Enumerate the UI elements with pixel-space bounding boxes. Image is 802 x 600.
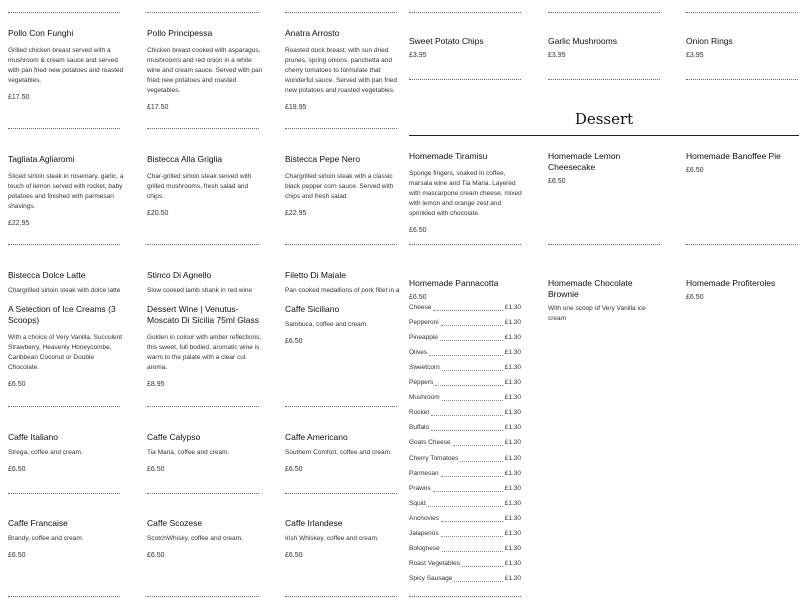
dot-leader [454, 575, 502, 582]
item-price: £6.50 [285, 338, 303, 345]
divider [8, 244, 120, 245]
menu-item [686, 278, 802, 301]
menu-item [147, 154, 263, 217]
topping-row [409, 527, 521, 541]
item-description: Golden in colour with amber reflections, this sweet, full bodied, aromatic wine is warm to the palate with a clear cut aroma. [147, 334, 262, 371]
dot-leader [433, 304, 502, 311]
item-name: Caffe Siciliano [285, 304, 340, 314]
item-price: £8.95 [147, 381, 165, 388]
topping-row [409, 360, 521, 374]
dot-leader [441, 470, 503, 477]
topping-price: £1.30 [504, 348, 521, 356]
dot-leader [428, 500, 503, 507]
topping-row [409, 345, 521, 359]
item-name: Caffe Italiano [8, 432, 58, 442]
item-name: Caffe Calypso [147, 432, 201, 442]
item-description: With one scoop of Very Vanilla ice cream [548, 305, 646, 322]
topping-price: £1.30 [504, 409, 521, 417]
divider [409, 135, 799, 136]
topping-name: Anchovies [409, 514, 439, 522]
item-price: £6.50 [285, 552, 303, 559]
divider [147, 406, 259, 407]
menu-item [686, 36, 802, 59]
topping-price: £1.30 [504, 545, 521, 553]
item-price: £3.95 [409, 52, 427, 59]
topping-row [409, 451, 521, 465]
item-name: Bistecca Alla Griglia [147, 154, 223, 164]
dot-leader [431, 409, 502, 416]
item-description: Pan cooked medallions of pork fillet in a [285, 287, 400, 294]
divider [285, 244, 397, 245]
item-name: Caffe Scozese [147, 518, 203, 528]
item-name: Pollo Con Funghi [8, 28, 74, 38]
item-name: Homemade Lemon Cheesecake [548, 151, 621, 172]
topping-price: £1.30 [504, 560, 521, 568]
dot-leader [429, 349, 503, 356]
divider [147, 12, 259, 13]
menu-item [8, 518, 124, 559]
topping-row [409, 300, 521, 314]
topping-price: £1.30 [504, 484, 521, 492]
item-name: Tagliata Agliaromi [8, 154, 75, 164]
divider [147, 244, 259, 245]
topping-price: £1.30 [504, 318, 521, 326]
dot-leader [460, 455, 502, 462]
topping-row [409, 376, 521, 390]
dot-leader [453, 439, 503, 446]
topping-row [409, 391, 521, 405]
topping-row [409, 557, 521, 571]
divider [8, 406, 120, 407]
menu-item [147, 304, 263, 388]
dot-leader [440, 334, 503, 341]
item-name: Caffe Irlandese [285, 518, 343, 528]
item-description: Strega, coffee and cream. [8, 449, 83, 456]
menu-item [285, 304, 401, 345]
item-description: ScotchWhisky, coffee and cream. [147, 535, 243, 542]
item-name: Stinco Di Agnello [147, 270, 212, 280]
menu-item [147, 518, 263, 559]
topping-name: Pineapple [409, 333, 438, 341]
dot-leader [431, 424, 503, 431]
item-name: Sweet Potato Chips [409, 36, 484, 46]
topping-name: Squid [409, 499, 426, 507]
item-name: Bistecca Dolce Latte [8, 270, 86, 280]
topping-name: Goats Cheese [409, 439, 451, 447]
menu-item [686, 151, 802, 174]
item-price: £6.50 [147, 466, 165, 473]
topping-name: Buffalo [409, 424, 430, 432]
topping-price: £1.30 [504, 333, 521, 341]
item-price: £17.50 [147, 104, 169, 111]
topping-row [409, 466, 521, 480]
divider [409, 79, 521, 80]
item-price: £6.50 [686, 294, 704, 301]
divider [686, 244, 798, 245]
topping-row [409, 406, 521, 420]
topping-price: £1.30 [504, 424, 521, 432]
topping-name: Prawns [409, 484, 431, 492]
item-price: £6.50 [147, 552, 165, 559]
divider [409, 596, 521, 597]
item-name: Homemade Banoffee Pie [686, 151, 781, 161]
divider [147, 128, 259, 129]
item-name: Bistecca Pepe Nero [285, 154, 361, 164]
divider [8, 12, 120, 13]
topping-name: Pepperoni [409, 318, 439, 326]
topping-name: Cherry Tomatoes [409, 454, 459, 462]
item-name: Anatra Arrosto [285, 28, 340, 38]
item-name: Pollo Principessa [147, 28, 213, 38]
menu-item [285, 154, 401, 217]
menu-item [8, 154, 124, 227]
menu-item [285, 432, 401, 473]
topping-price: £1.30 [504, 469, 521, 477]
divider [409, 244, 521, 245]
topping-name: Bolognese [409, 545, 440, 553]
item-description: Southern Comfort, coffee and cream. [285, 449, 392, 456]
divider [147, 493, 259, 494]
item-name: Dessert Wine | Venutus-Moscato Di Sicilia 75ml Glass [147, 304, 259, 325]
menu-item [8, 270, 124, 295]
item-price: £20.50 [147, 210, 169, 217]
menu-item [8, 432, 124, 473]
topping-price: £1.30 [504, 575, 521, 583]
topping-row [409, 421, 521, 435]
topping-price: £1.30 [504, 530, 521, 537]
item-description: Roasted duck breast, with sun dried prunes, spring onions, panchetta and cherry tomatoes to formulate that wonderful sauce. Served with pan fried new potatoes and roasted vegetables. [285, 47, 398, 94]
menu-item [548, 278, 664, 322]
topping-name: Roast Vegetables [409, 560, 460, 568]
item-description: Grilled chicken breast served with a mushroom & cream sauce and served with pan fried new potatoes and roasted vegetables. [8, 47, 124, 84]
item-price: £22.95 [8, 220, 30, 227]
divider [285, 596, 397, 597]
divider [285, 12, 397, 13]
item-name: Homemade Pannacotta [409, 278, 499, 288]
topping-row [409, 542, 521, 556]
dot-leader [442, 394, 503, 401]
divider [8, 596, 120, 597]
item-price: £6.50 [409, 227, 427, 234]
menu-item [285, 28, 401, 111]
topping-price: £1.30 [504, 454, 521, 462]
item-price: £22.95 [285, 210, 307, 217]
item-price: £3.95 [686, 52, 704, 59]
divider [8, 128, 120, 129]
item-description: Chargrilled sirloin steak with dolce latte [8, 287, 121, 294]
menu-item [409, 278, 525, 301]
item-price: £6.50 [285, 466, 303, 473]
menu-item [285, 270, 401, 295]
item-description: Slow cooked lamb shank in red wine [147, 287, 253, 294]
topping-row [409, 315, 521, 329]
item-price: £6.50 [8, 466, 26, 473]
item-name: Caffe Francaise [8, 518, 68, 528]
topping-name: Rocket [409, 409, 430, 417]
dot-leader [441, 319, 503, 326]
topping-row [409, 330, 521, 344]
item-description: Sliced sirloin steak in rosemary, garlic, a touch of lemon served with rocket, baby potatoes and finished with parmesan shavings. [8, 173, 124, 210]
topping-name: Jalapenos [409, 530, 439, 537]
dot-leader [433, 485, 503, 492]
item-name: Garlic Mushrooms [548, 36, 617, 46]
topping-price: £1.30 [504, 303, 521, 311]
divider [548, 12, 660, 13]
topping-name: Spicy Sausage [409, 575, 453, 583]
topping-name: Olives [409, 348, 428, 356]
item-description: Brandy, coffee and cream. [8, 535, 84, 542]
item-price: £19.95 [285, 104, 307, 111]
item-price: £17.50 [8, 94, 30, 101]
topping-row [409, 481, 521, 495]
item-name: Onion Rings [686, 36, 733, 46]
item-description: With a choice of Very Vanilla, Succulent Strawberry, Heavenly Honeycombe, Caribbean Coconut or Double Chocolate. [8, 334, 123, 371]
topping-name: Parmesan [409, 469, 439, 477]
section-heading-dessert: Dessert [574, 110, 634, 128]
item-description: Sambuca, coffee and cream. [285, 321, 368, 328]
divider [409, 12, 521, 13]
menu-item [147, 270, 263, 295]
topping-row [409, 436, 521, 450]
item-price: £6.50 [8, 552, 26, 559]
dot-leader [442, 545, 503, 552]
item-description: Chicken breast cooked with asparagus, mushrooms and red onion in a white wine and cream sauce. Served with pan fried new potatoes and roasted vegetables. [147, 47, 263, 94]
topping-name: Cheese [409, 303, 432, 311]
menu-item [147, 28, 263, 111]
item-description: Char-grilled sirloin steak served with grilled mushrooms, fresh salad and chips. [147, 173, 252, 200]
menu-item [8, 28, 124, 101]
item-name: Filetto Di Maiale [285, 270, 346, 280]
menu-item [147, 432, 263, 473]
topping-price: £1.30 [504, 394, 521, 402]
menu-item [8, 304, 124, 388]
item-name: Caffe Americano [285, 432, 348, 442]
divider [686, 79, 798, 80]
menu-item [409, 36, 525, 59]
item-name: A Selection of Ice Creams (3 Scoops) [8, 304, 116, 325]
topping-name: Peppers [409, 379, 434, 386]
divider [285, 406, 397, 407]
item-price: £6.50 [686, 167, 704, 174]
topping-name: Sweetcorn [409, 363, 440, 371]
topping-price: £1.30 [504, 363, 521, 371]
topping-row [409, 572, 521, 586]
item-description: Tia Maria, coffee and cream. [147, 449, 230, 456]
divider [285, 493, 397, 494]
topping-row [409, 511, 521, 525]
dot-leader [435, 379, 503, 386]
topping-price: £1.30 [504, 379, 521, 386]
item-price: £6.50 [8, 381, 26, 388]
dot-leader [441, 530, 503, 537]
divider [147, 596, 259, 597]
item-price: £3.95 [548, 52, 566, 59]
item-price: £6.50 [409, 294, 427, 301]
item-name: Homemade Tiramisu [409, 151, 488, 161]
item-name: Homemade Chocolate Brownie [548, 278, 633, 299]
topping-row [409, 496, 521, 510]
divider [686, 12, 798, 13]
topping-price: £1.30 [504, 439, 521, 447]
dot-leader [441, 515, 503, 522]
dot-leader [442, 364, 503, 371]
item-description: Sponge fingers, soaked in coffee, marsala wine and Tia Maria. Layered with mascarpone cream cheese, mixed with lemon and orange zest and sprinkled with chocolate. [409, 170, 522, 217]
topping-price: £1.30 [504, 499, 521, 507]
item-name: Homemade Profiteroles [686, 278, 776, 288]
dot-leader [462, 560, 503, 567]
topping-name: Mushroom [409, 394, 440, 402]
menu-item [548, 151, 664, 185]
divider [548, 79, 660, 80]
menu-item [285, 518, 401, 559]
menu-item [409, 151, 525, 234]
item-description: Irish Whiskey, coffee and cream. [285, 535, 379, 542]
item-price: £6.50 [548, 178, 566, 185]
topping-price: £1.30 [504, 514, 521, 522]
divider [285, 128, 397, 129]
item-description: Chargrilled sirloin steak with a classic black pepper corn sauce. Served with chips and fresh salad. [285, 173, 394, 200]
divider [8, 493, 120, 494]
divider [548, 244, 660, 245]
menu-item [548, 36, 664, 59]
